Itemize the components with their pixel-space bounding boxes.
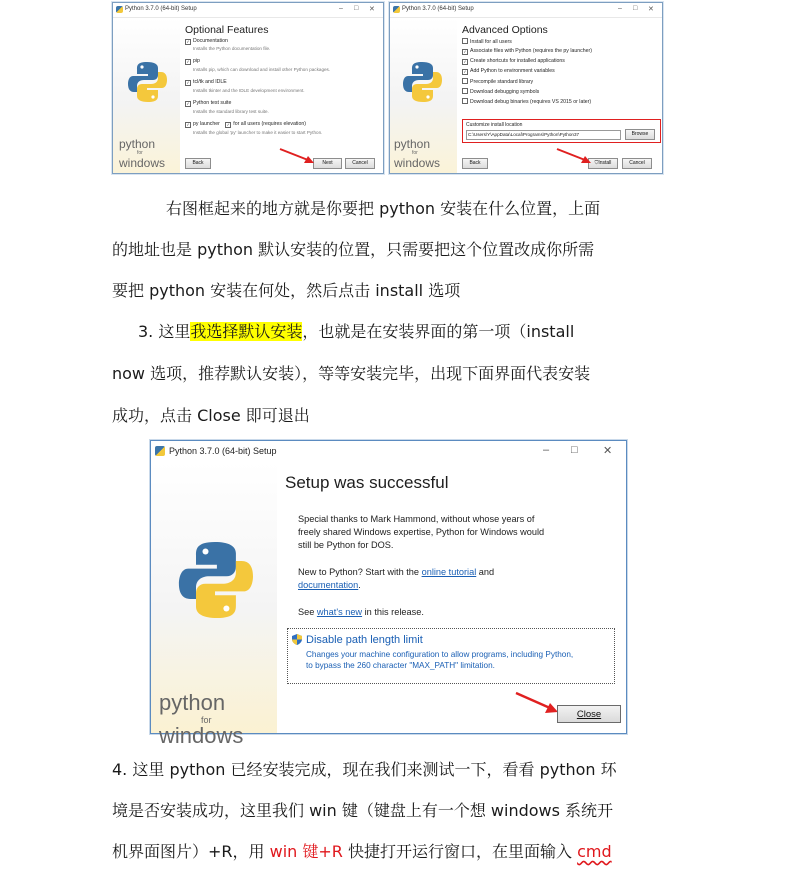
maximize-icon[interactable]: □: [633, 5, 638, 12]
cancel-button[interactable]: Cancel: [622, 158, 652, 169]
close-icon[interactable]: ✕: [369, 6, 375, 13]
red-arrow-icon: [555, 146, 595, 166]
paragraph-line: 的地址也是 python 默认安装的位置，只需要把这个位置改成你所需: [112, 240, 595, 259]
page-title: Optional Features: [185, 24, 269, 36]
checkbox-icon[interactable]: [462, 98, 468, 104]
paragraph-line: 境是否安装成功，这里我们 win 键（键盘上有一个想 windows 系统开: [112, 801, 614, 820]
option-description: Installs the Python documentation file.: [193, 46, 271, 51]
option-description: Installs pip, which can download and install other Python packages.: [193, 67, 331, 72]
option-precompile[interactable]: Precompile standard library: [462, 78, 533, 85]
installer-sidebar: [151, 462, 277, 748]
whats-new-text: See what's new in this release.: [298, 607, 424, 617]
page-title: Advanced Options: [462, 24, 548, 36]
window-titlebar: [151, 441, 626, 461]
uac-shield-icon: ⛉: [594, 160, 599, 166]
window-title: Python 3.7.0 (64-bit) Setup: [169, 446, 277, 456]
optional-features-window: [112, 2, 384, 174]
close-icon[interactable]: ✕: [603, 445, 613, 457]
install-location-input[interactable]: C:\Users\Y\AppData\Local\Programs\Python\Python37: [466, 130, 621, 140]
installer-sidebar: [390, 18, 457, 173]
logo-for: for: [201, 715, 212, 725]
option-test-suite[interactable]: ✓ Python test suite: [186, 100, 232, 106]
disable-path-limit-option[interactable]: [287, 628, 615, 684]
red-arrow-icon: [278, 146, 318, 166]
logo-for: for: [137, 150, 143, 156]
disable-path-limit-desc: Changes your machine configuration to allow programs, including Python, to bypass the 260 character "MAX_PATH" limitation.: [306, 650, 574, 670]
logo-for: for: [412, 150, 418, 156]
checkbox-checked-icon[interactable]: ✓: [463, 69, 467, 74]
window-title: Python 3.7.0 (64-bit) Setup: [402, 6, 474, 12]
option-tcltk[interactable]: ✓ tcl/tk and IDLE: [186, 79, 227, 85]
paragraph-line: 要把 python 安装在何处，然后点击 install 选项: [112, 281, 461, 300]
minimize-icon[interactable]: –: [339, 5, 343, 12]
logo-python: python: [119, 137, 156, 151]
python-logo-icon: [127, 60, 167, 104]
option-all-users[interactable]: Install for all users: [462, 38, 512, 45]
window-titlebar: [113, 3, 383, 18]
back-button[interactable]: Back: [462, 158, 488, 169]
checkbox-icon[interactable]: [462, 78, 468, 84]
checkbox-checked-icon[interactable]: ✓: [463, 49, 467, 54]
checkbox-checked-icon[interactable]: ✓: [186, 122, 190, 127]
minimize-icon[interactable]: –: [543, 444, 550, 456]
python-app-icon: [155, 446, 165, 456]
paragraph-line: 机界面图片）+R，用 win 键+R 快捷打开运行窗口，在里面输入 cmd: [112, 842, 612, 861]
checkbox-icon[interactable]: [462, 88, 468, 94]
next-button[interactable]: Next: [313, 158, 342, 169]
option-description: Installs the global 'py' launcher to make it easier to start Python.: [193, 130, 323, 135]
checkbox-checked-icon[interactable]: ✓: [186, 59, 190, 64]
paragraph-line: 3. 这里我选择默认安装，也就是在安装界面的第一项（install: [138, 322, 575, 341]
highlighted-text: 我选择默认安装: [190, 322, 303, 341]
checkbox-checked-icon[interactable]: ✓: [226, 122, 230, 127]
option-documentation[interactable]: ✓ Documentation: [186, 38, 228, 44]
documentation-link[interactable]: documentation: [298, 580, 359, 590]
maximize-icon[interactable]: □: [354, 5, 359, 12]
option-description: Installs the standard library test suite.: [193, 109, 269, 114]
option-associate-files[interactable]: ✓ Associate files with Python (requires the py launcher): [463, 48, 592, 54]
logo-windows: windows: [394, 156, 441, 170]
maximize-icon[interactable]: □: [571, 444, 578, 456]
checkbox-checked-icon[interactable]: ✓: [463, 59, 467, 64]
close-icon[interactable]: ✕: [648, 6, 654, 13]
option-pip[interactable]: ✓ pip: [186, 58, 200, 64]
success-panel: [283, 462, 626, 733]
back-button[interactable]: Back: [185, 158, 211, 169]
option-debug-symbols[interactable]: Download debugging symbols: [462, 88, 539, 95]
red-arrow-icon: [514, 690, 560, 716]
new-to-python-text: New to Python? Start with the online tutorial and documentation.: [298, 567, 495, 590]
thanks-text: Special thanks to Mark Hammond, without whose years of freely shared Windows expertise, Python for Windows would still be Python for DOS.: [298, 514, 545, 550]
paragraph-line: 成功，点击 Close 即可退出: [112, 406, 310, 425]
checkbox-checked-icon[interactable]: ✓: [186, 80, 190, 85]
browse-button[interactable]: Browse: [625, 129, 655, 140]
paragraph-line: now 选项，推荐默认安装），等等安装完毕，出现下面界面代表安装: [112, 364, 591, 383]
install-location-label: Customize install location: [466, 122, 523, 128]
red-text: win 键+R: [269, 842, 343, 861]
option-description: Installs tkinter and the IDLE development environment.: [193, 88, 305, 93]
logo-python: python: [394, 137, 431, 151]
whats-new-link[interactable]: what's new: [316, 607, 363, 617]
option-create-shortcuts[interactable]: ✓ Create shortcuts for installed applications: [463, 58, 565, 64]
installer-sidebar: [113, 18, 180, 173]
paragraph-line: 右图框起来的地方就是你要把 python 安装在什么位置，上面: [166, 199, 601, 218]
checkbox-checked-icon[interactable]: ✓: [186, 101, 190, 106]
logo-windows: windows: [159, 723, 244, 748]
python-logo-icon: [177, 538, 253, 622]
python-app-icon: [116, 6, 123, 13]
option-debug-binaries[interactable]: Download debug binaries (requires VS 2015 or later): [462, 98, 591, 105]
cmd-text: cmd: [577, 842, 612, 861]
logo-windows: windows: [119, 156, 166, 170]
install-button[interactable]: ⛉Install: [588, 158, 618, 169]
advanced-options-window: [389, 2, 663, 174]
uac-shield-icon: [292, 634, 302, 645]
option-all-users: for all users (requires elevation): [233, 121, 306, 127]
cancel-button[interactable]: Cancel: [345, 158, 375, 169]
close-button[interactable]: Close: [557, 705, 621, 723]
install-location-highlight: [462, 119, 661, 143]
checkbox-icon[interactable]: [462, 38, 468, 44]
python-logo-icon: [402, 60, 442, 104]
page-title: Setup was successful: [285, 473, 449, 492]
logo-python: python: [159, 690, 226, 715]
minimize-icon[interactable]: –: [618, 5, 622, 12]
paragraph-line: 4. 这里 python 已经安装完成，现在我们来测试一下，看看 python 环: [112, 760, 617, 779]
window-title: Python 3.7.0 (64-bit) Setup: [125, 6, 197, 12]
option-add-to-path[interactable]: ✓ Add Python to environment variables: [463, 68, 555, 74]
option-py-launcher[interactable]: ✓ py launcher ✓ for all users (requires elevation): [186, 121, 306, 127]
online-tutorial-link[interactable]: online tutorial: [421, 567, 477, 577]
checkbox-checked-icon[interactable]: ✓: [186, 39, 190, 44]
disable-path-limit-title[interactable]: Disable path length limit: [306, 634, 423, 646]
python-app-icon: [393, 6, 400, 13]
window-titlebar: [390, 3, 662, 18]
